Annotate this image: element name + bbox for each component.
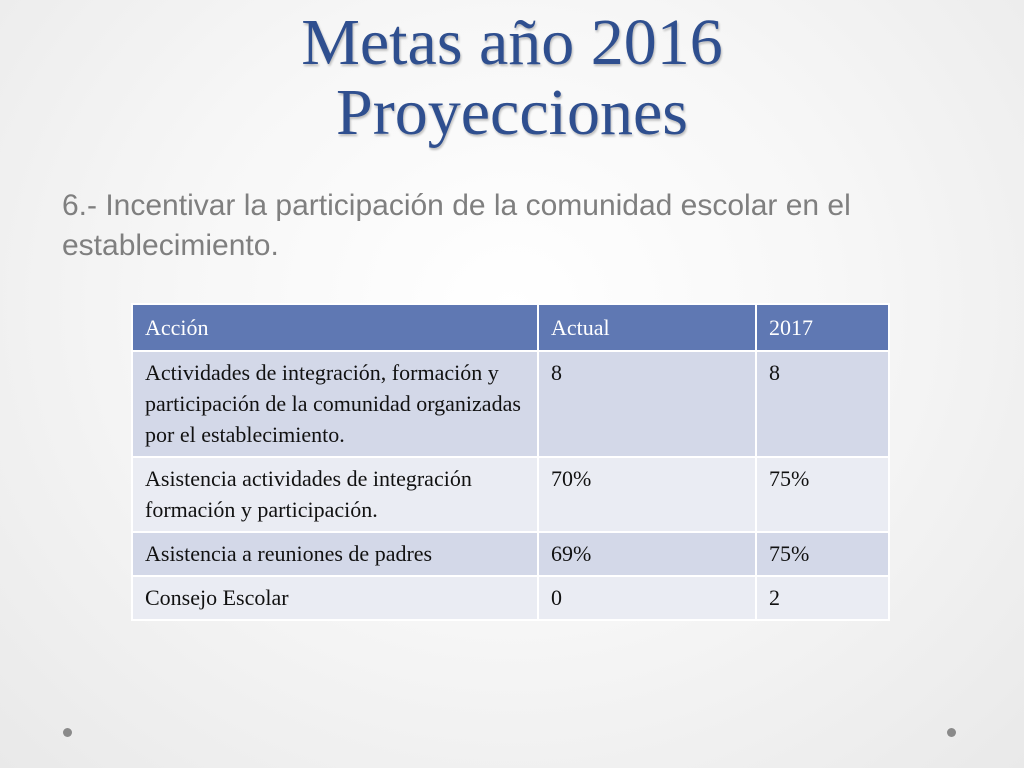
cell-2017: 75%: [756, 532, 889, 576]
cell-actual: 70%: [538, 457, 756, 532]
table-row: [132, 457, 889, 532]
header-actual: Actual: [538, 304, 756, 351]
cell-actual: 8: [538, 351, 756, 457]
cell-actual: 0: [538, 576, 756, 620]
cell-accion: Actividades de integración, formación y participación de la comunidad organizadas por el establecimiento.: [132, 351, 538, 457]
decorative-dot-right: [947, 728, 956, 737]
cell-2017: 2: [756, 576, 889, 620]
goals-table: [131, 303, 890, 621]
decorative-dot-left: [63, 728, 72, 737]
goal-description: 6.- Incentivar la participación de la comunidad escolar en el establecimiento.: [62, 189, 851, 262]
cell-accion: Asistencia a reuniones de padres: [132, 532, 538, 576]
table-row: [132, 532, 889, 576]
cell-2017: 75%: [756, 457, 889, 532]
cell-actual: 69%: [538, 532, 756, 576]
table-header-row: [132, 304, 889, 351]
table-row: [132, 351, 889, 457]
header-2017: 2017: [756, 304, 889, 351]
slide-title-line-1: Metas año 2016: [301, 6, 723, 79]
slide-title-line-2: Proyecciones: [336, 76, 688, 149]
slide-title: [0, 8, 1024, 148]
header-accion: Acción: [132, 304, 538, 351]
cell-accion: Asistencia actividades de integración formación y participación.: [132, 457, 538, 532]
cell-accion: Consejo Escolar: [132, 576, 538, 620]
cell-2017: 8: [756, 351, 889, 457]
table-row: [132, 576, 889, 620]
